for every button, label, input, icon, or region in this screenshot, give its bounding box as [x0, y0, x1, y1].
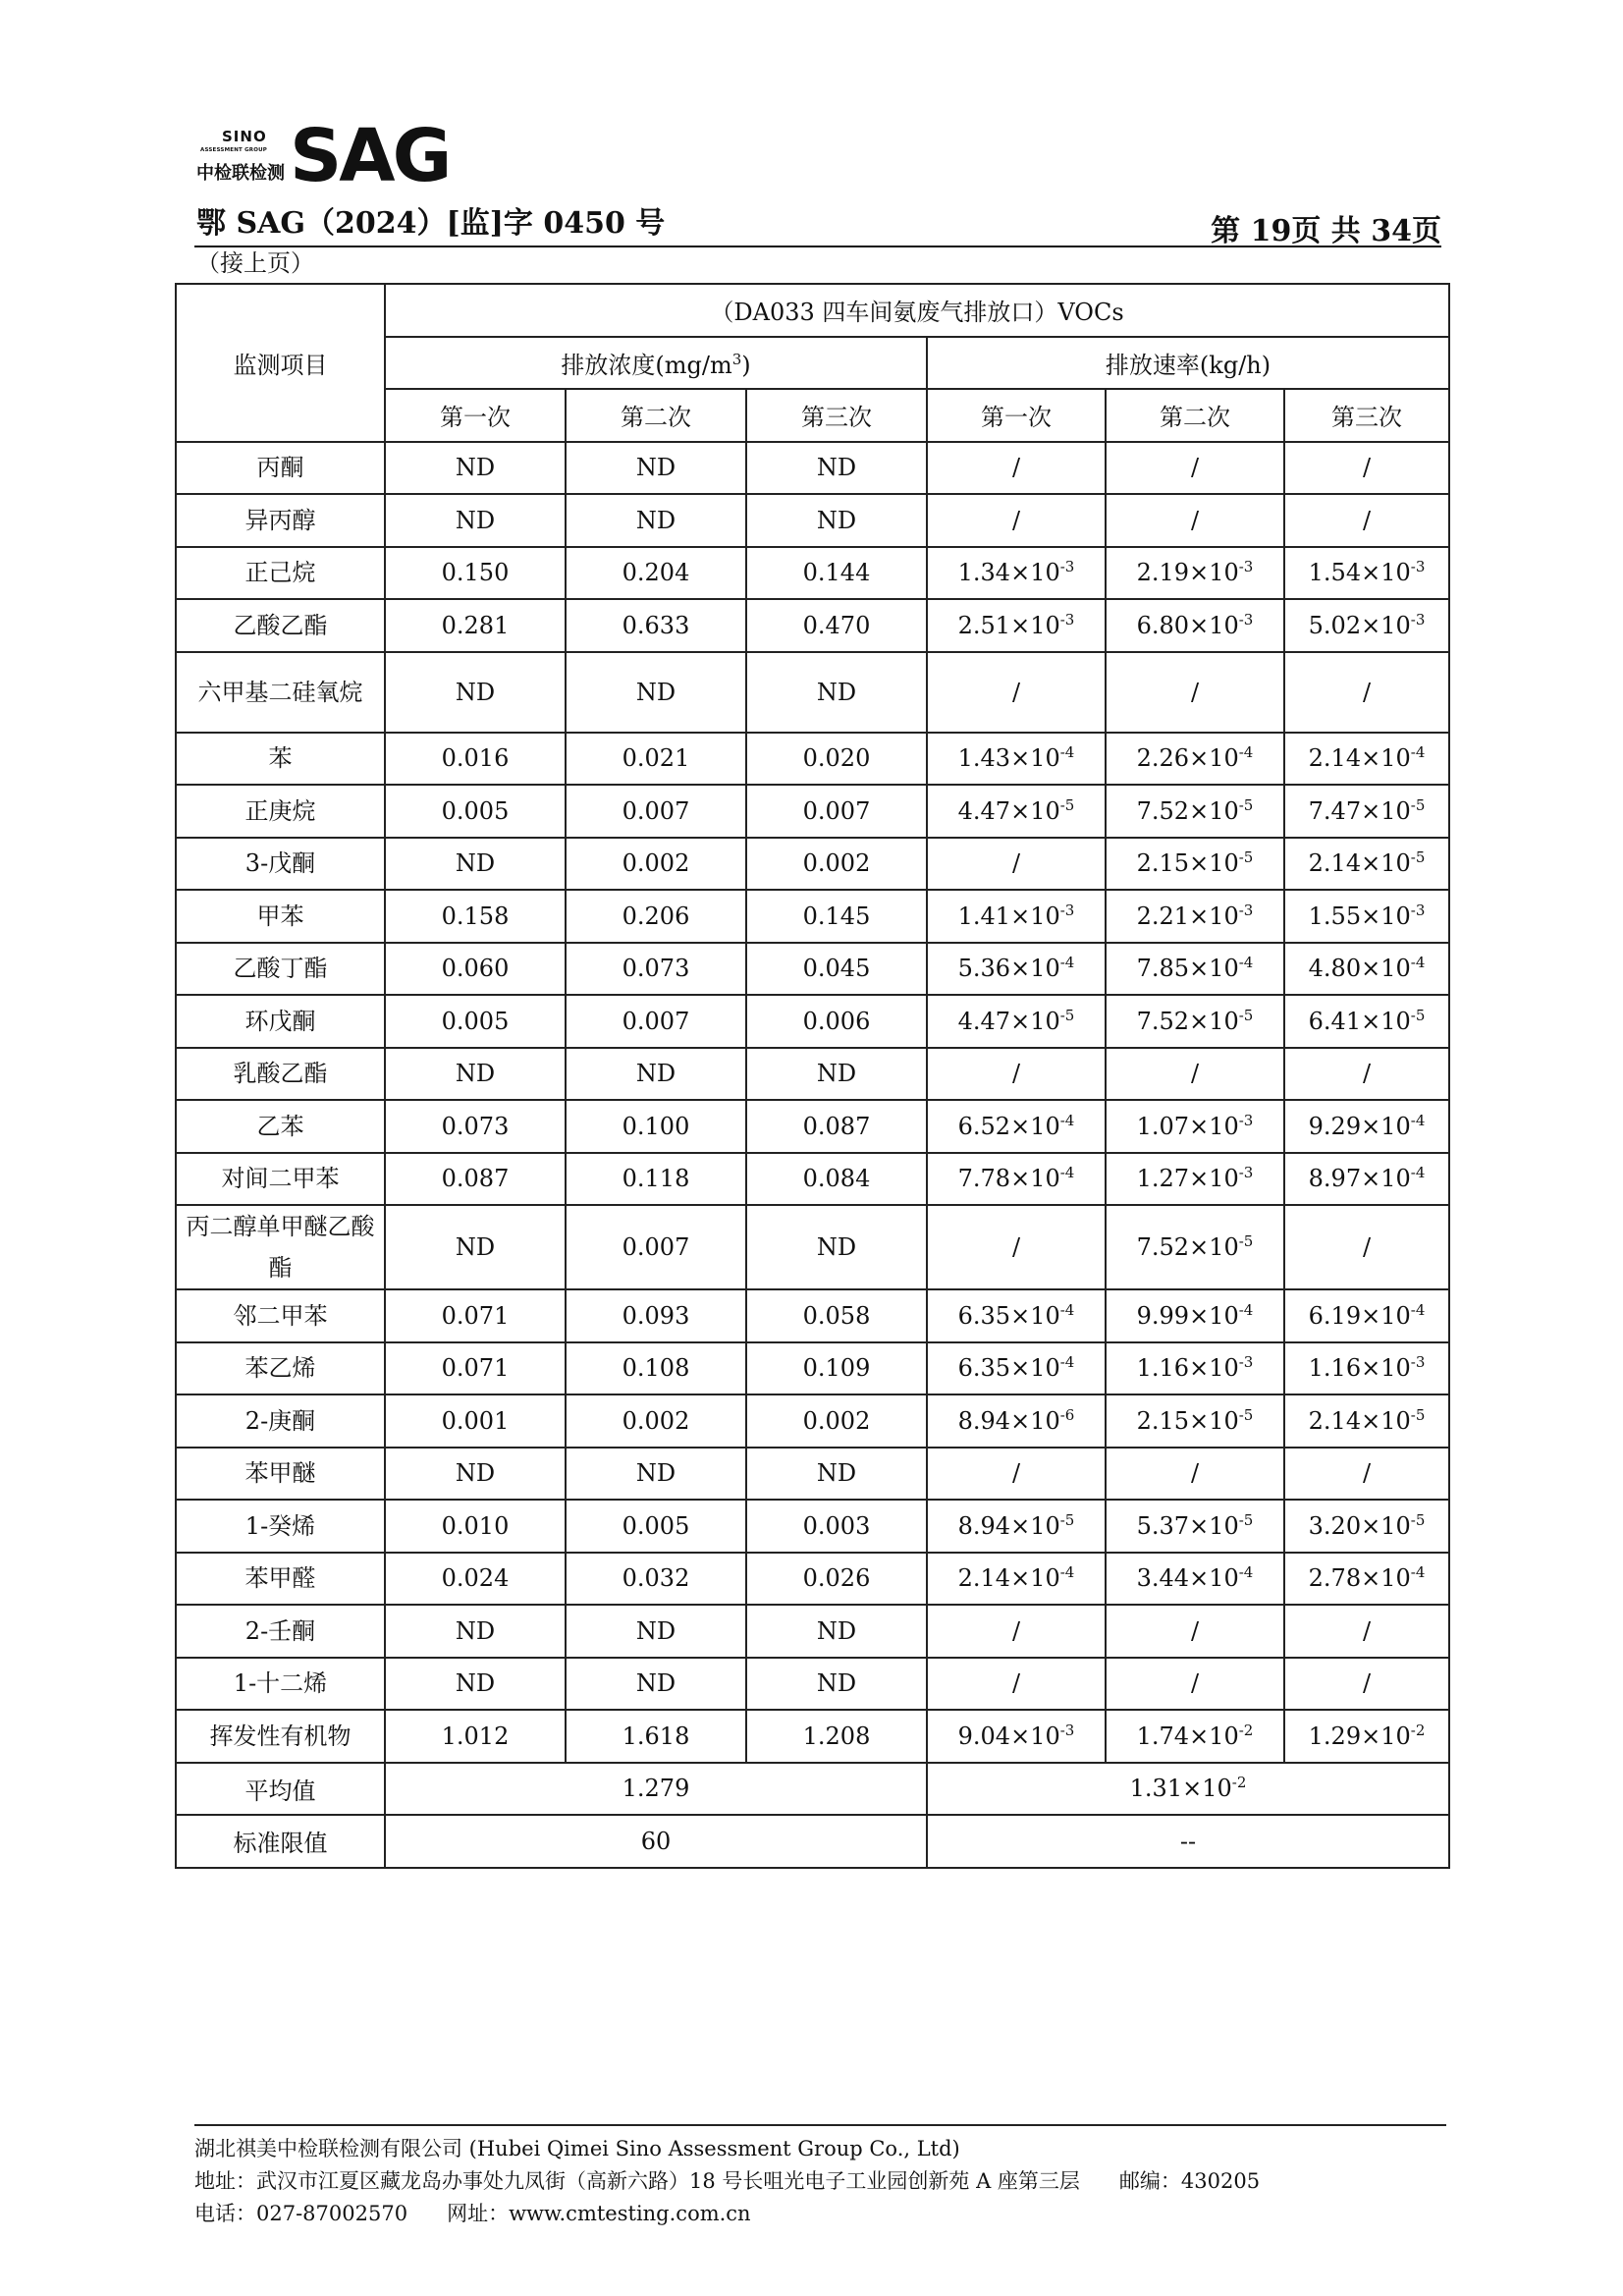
table-row — [176, 1048, 1449, 1101]
concentration-cell: ND — [746, 1048, 927, 1101]
rate-cell: $2.14\times 10^{-4}$ — [927, 1553, 1106, 1606]
item-name-cell: 对间二甲苯 — [176, 1153, 385, 1206]
exponent: -5 — [1410, 795, 1426, 814]
rate-cell: $7.47\times 10^{-5}$ — [1284, 785, 1449, 838]
exponent: -5 — [1238, 1405, 1254, 1424]
item-name-cell: 1-癸烯 — [176, 1500, 385, 1553]
run-header: 第三次 — [746, 389, 927, 442]
concentration-cell: 0.100 — [566, 1100, 746, 1153]
table-row — [176, 785, 1449, 838]
table-row — [176, 1289, 1449, 1342]
item-name-cell: 挥发性有机物 — [176, 1710, 385, 1763]
table-row — [176, 1658, 1449, 1711]
run-header: 第一次 — [385, 389, 566, 442]
footer-divider — [194, 2124, 1446, 2126]
rate-cell: / — [927, 1605, 1106, 1658]
concentration-cell: 0.633 — [566, 599, 746, 652]
concentration-cell: 0.001 — [385, 1394, 566, 1448]
concentration-cell: ND — [566, 1605, 746, 1658]
rate-cell: $1.54\times 10^{-3}$ — [1284, 547, 1449, 600]
rate-cell: $1.41\times 10^{-3}$ — [927, 890, 1106, 943]
exponent: -5 — [1238, 1510, 1254, 1529]
run-header: 第三次 — [1284, 389, 1449, 442]
concentration-cell: 0.024 — [385, 1553, 566, 1606]
concentration-cell: 0.206 — [566, 890, 746, 943]
header-row-title — [176, 284, 1449, 337]
exponent: -4 — [1410, 1300, 1426, 1319]
rate-cell: / — [927, 442, 1106, 495]
concentration-cell: ND — [385, 1048, 566, 1101]
rate-cell: $2.19\times 10^{-3}$ — [1106, 547, 1284, 600]
item-name-cell: 六甲基二硅氧烷 — [176, 652, 385, 733]
exponent: -4 — [1059, 954, 1075, 972]
concentration-cell: 0.058 — [746, 1289, 927, 1342]
header-divider — [194, 246, 1441, 247]
rate-cell: / — [1106, 1048, 1284, 1101]
concentration-cell: ND — [746, 1658, 927, 1711]
exponent: -4 — [1238, 743, 1254, 762]
run-header: 第二次 — [566, 389, 746, 442]
rate-cell: $3.20\times 10^{-5}$ — [1284, 1500, 1449, 1553]
rate-cell: $4.47\times 10^{-5}$ — [927, 995, 1106, 1048]
concentration-cell: ND — [385, 1605, 566, 1658]
exponent: -5 — [1238, 1006, 1254, 1024]
table-row — [176, 838, 1449, 891]
concentration-cell: 0.109 — [746, 1342, 927, 1395]
rate-cell: $9.29\times 10^{-4}$ — [1284, 1100, 1449, 1153]
exponent: -3 — [1238, 901, 1254, 919]
exponent: -4 — [1059, 743, 1075, 762]
exponent: -5 — [1238, 848, 1254, 867]
footer-contact-line — [194, 2198, 751, 2227]
concentration-cell: 0.045 — [746, 943, 927, 996]
rate-cell: / — [1106, 1448, 1284, 1501]
footer-address: 地址：武汉市江夏区藏龙岛办事处九凤街（高新六路）18 号长咀光电子工业园创新苑 A 座第三层 — [194, 2169, 1080, 2193]
table-row — [176, 1153, 1449, 1206]
rate-cell: $6.52\times 10^{-4}$ — [927, 1100, 1106, 1153]
rate-cell: $7.78\times 10^{-4}$ — [927, 1153, 1106, 1206]
table-row — [176, 494, 1449, 547]
rate-cell: $1.34\times 10^{-3}$ — [927, 547, 1106, 600]
concentration-cell: 0.002 — [746, 1394, 927, 1448]
company-logo — [196, 114, 450, 198]
concentration-cell: 0.071 — [385, 1289, 566, 1342]
average-row — [176, 1763, 1449, 1816]
exponent: -3 — [1238, 558, 1254, 576]
rate-cell: / — [1106, 442, 1284, 495]
rate-cell: $2.14\times 10^{-4}$ — [1284, 733, 1449, 786]
item-name-cell: 异丙醇 — [176, 494, 385, 547]
rate-cell: $8.94\times 10^{-5}$ — [927, 1500, 1106, 1553]
rate-header: 排放速率(kg/h) — [927, 337, 1449, 390]
concentration-cell: 0.281 — [385, 599, 566, 652]
concentration-cell: 0.002 — [566, 1394, 746, 1448]
rate-cell: $5.36\times 10^{-4}$ — [927, 943, 1106, 996]
item-name-cell: 环戊酮 — [176, 995, 385, 1048]
rate-cell: / — [927, 1658, 1106, 1711]
rate-cell: $2.26\times 10^{-4}$ — [1106, 733, 1284, 786]
limit-concentration: 60 — [385, 1815, 927, 1868]
rate-cell: $7.52\times 10^{-5}$ — [1106, 995, 1284, 1048]
page-info: 第 19页 共 34页 — [1211, 214, 1441, 248]
rate-cell: $2.21\times 10^{-3}$ — [1106, 890, 1284, 943]
concentration-cell: 0.016 — [385, 733, 566, 786]
concentration-cell: 0.026 — [746, 1553, 927, 1606]
average-rate: $1.31\times 10^{-2}$ — [927, 1763, 1449, 1816]
item-name-cell: 邻二甲苯 — [176, 1289, 385, 1342]
table-row — [176, 1205, 1449, 1289]
concentration-cell: 0.087 — [746, 1100, 927, 1153]
concentration-cell: 0.150 — [385, 547, 566, 600]
exponent: -6 — [1059, 1405, 1075, 1424]
rate-cell: / — [927, 1448, 1106, 1501]
rate-cell: $3.44\times 10^{-4}$ — [1106, 1553, 1284, 1606]
rate-cell: $6.35\times 10^{-4}$ — [927, 1289, 1106, 1342]
rate-cell: $1.07\times 10^{-3}$ — [1106, 1100, 1284, 1153]
table-row — [176, 1342, 1449, 1395]
item-name-cell: 2-壬酮 — [176, 1605, 385, 1658]
rate-cell: / — [1284, 494, 1449, 547]
item-name-cell: 乙苯 — [176, 1100, 385, 1153]
rate-cell: $8.97\times 10^{-4}$ — [1284, 1153, 1449, 1206]
concentration-cell: ND — [385, 1448, 566, 1501]
concentration-cell: 0.158 — [385, 890, 566, 943]
rate-cell: $6.19\times 10^{-4}$ — [1284, 1289, 1449, 1342]
concentration-cell: 0.470 — [746, 599, 927, 652]
table-row — [176, 1553, 1449, 1606]
exponent: -5 — [1410, 848, 1426, 867]
table-row — [176, 1448, 1449, 1501]
concentration-cell: 1.012 — [385, 1710, 566, 1763]
run-header: 第二次 — [1106, 389, 1284, 442]
table-row — [176, 995, 1449, 1048]
item-name-cell: 1-十二烯 — [176, 1658, 385, 1711]
table-row — [176, 442, 1449, 495]
rate-cell: / — [927, 838, 1106, 891]
monitoring-table — [175, 283, 1450, 1869]
concentration-cell: ND — [566, 1448, 746, 1501]
exponent: -2 — [1231, 1774, 1247, 1792]
item-name-cell: 乙酸丁酯 — [176, 943, 385, 996]
exponent: -4 — [1410, 1111, 1426, 1129]
concentration-cell: 0.093 — [566, 1289, 746, 1342]
concentration-cell: ND — [746, 652, 927, 733]
concentration-cell: ND — [746, 1205, 927, 1289]
item-name-cell: 3-戊酮 — [176, 838, 385, 891]
table-row — [176, 1605, 1449, 1658]
table-row — [176, 943, 1449, 996]
concentration-cell: 0.204 — [566, 547, 746, 600]
exponent: -4 — [1410, 1563, 1426, 1582]
concentration-cell: ND — [746, 1448, 927, 1501]
item-name-cell: 乳酸乙酯 — [176, 1048, 385, 1101]
exponent: -5 — [1410, 1405, 1426, 1424]
concentration-cell: 0.002 — [566, 838, 746, 891]
item-header: 监测项目 — [176, 284, 385, 442]
concentration-cell: 1.208 — [746, 1710, 927, 1763]
concentration-cell: 0.073 — [385, 1100, 566, 1153]
rate-cell: $7.85\times 10^{-4}$ — [1106, 943, 1284, 996]
exponent: -4 — [1410, 954, 1426, 972]
concentration-cell: 0.010 — [385, 1500, 566, 1553]
item-name-cell: 苯 — [176, 733, 385, 786]
rate-cell: $2.15\times 10^{-5}$ — [1106, 838, 1284, 891]
item-name-cell: 正庚烷 — [176, 785, 385, 838]
concentration-cell: ND — [385, 442, 566, 495]
concentration-cell: 0.108 — [566, 1342, 746, 1395]
concentration-cell: 0.144 — [746, 547, 927, 600]
item-name-cell: 丙酮 — [176, 442, 385, 495]
exponent: -3 — [1059, 901, 1075, 919]
concentration-cell: 0.145 — [746, 890, 927, 943]
exponent: -5 — [1238, 1232, 1254, 1250]
concentration-cell: ND — [566, 1658, 746, 1711]
concentration-cell: ND — [566, 1048, 746, 1101]
item-name-cell: 正己烷 — [176, 547, 385, 600]
concentration-cell: 0.020 — [746, 733, 927, 786]
concentration-cell: ND — [385, 1205, 566, 1289]
exponent: -3 — [1238, 1353, 1254, 1372]
limit-rate: -- — [927, 1815, 1449, 1868]
exponent: -4 — [1059, 1300, 1075, 1319]
concentration-cell: 0.006 — [746, 995, 927, 1048]
rate-cell: $6.41\times 10^{-5}$ — [1284, 995, 1449, 1048]
average-label: 平均值 — [176, 1763, 385, 1816]
rate-cell: / — [1284, 442, 1449, 495]
exponent: -5 — [1059, 1006, 1075, 1024]
rate-cell: $5.02\times 10^{-3}$ — [1284, 599, 1449, 652]
exponent: -3 — [1059, 558, 1075, 576]
concentration-cell: 0.007 — [566, 785, 746, 838]
rate-cell: $2.51\times 10^{-3}$ — [927, 599, 1106, 652]
concentration-cell: 0.005 — [385, 785, 566, 838]
concentration-cell: 0.005 — [385, 995, 566, 1048]
item-name-cell: 苯乙烯 — [176, 1342, 385, 1395]
concentration-cell: 0.002 — [746, 838, 927, 891]
table-row — [176, 1100, 1449, 1153]
rate-cell: $6.35\times 10^{-4}$ — [927, 1342, 1106, 1395]
concentration-cell: ND — [385, 494, 566, 547]
rate-cell: $9.99\times 10^{-4}$ — [1106, 1289, 1284, 1342]
rate-cell: / — [1284, 1448, 1449, 1501]
exponent: -4 — [1059, 1111, 1075, 1129]
concentration-cell: ND — [566, 442, 746, 495]
concentration-cell: ND — [746, 442, 927, 495]
rate-cell: / — [1284, 652, 1449, 733]
table-row — [176, 1394, 1449, 1448]
rate-cell: / — [1284, 1658, 1449, 1711]
concentration-cell: 0.007 — [566, 995, 746, 1048]
rate-cell: $2.15\times 10^{-5}$ — [1106, 1394, 1284, 1448]
exponent: -5 — [1059, 1510, 1075, 1529]
concentration-cell: ND — [385, 652, 566, 733]
rate-cell: $9.04\times 10^{-3}$ — [927, 1710, 1106, 1763]
rate-cell: / — [1106, 494, 1284, 547]
concentration-cell: 0.073 — [566, 943, 746, 996]
concentration-cell: ND — [746, 1605, 927, 1658]
rate-cell: / — [1106, 1658, 1284, 1711]
exponent: -3 — [1238, 1111, 1254, 1129]
exponent: -4 — [1410, 743, 1426, 762]
rate-cell: $2.14\times 10^{-5}$ — [1284, 838, 1449, 891]
concentration-cell: 0.005 — [566, 1500, 746, 1553]
footer-company: 湖北祺美中检联检测有限公司 (Hubei Qimei Sino Assessment Group Co., Ltd) — [194, 2137, 960, 2160]
rate-cell: $4.47\times 10^{-5}$ — [927, 785, 1106, 838]
exponent: -4 — [1059, 1563, 1075, 1582]
item-name-cell: 2-庚酮 — [176, 1394, 385, 1448]
exponent: -3 — [1410, 901, 1426, 919]
rate-cell: $1.55\times 10^{-3}$ — [1284, 890, 1449, 943]
section-title: （DA033 四车间氨废气排放口）VOCs — [385, 284, 1449, 337]
rate-cell: / — [1284, 1605, 1449, 1658]
concentration-cell: 0.071 — [385, 1342, 566, 1395]
average-concentration: 1.279 — [385, 1763, 927, 1816]
rate-cell: $1.16\times 10^{-3}$ — [1106, 1342, 1284, 1395]
exponent: -4 — [1059, 1164, 1075, 1182]
concentration-cell: 0.003 — [746, 1500, 927, 1553]
rate-cell: $7.52\times 10^{-5}$ — [1106, 785, 1284, 838]
rate-cell: / — [927, 1205, 1106, 1289]
item-name-cell: 苯甲醛 — [176, 1553, 385, 1606]
table-row — [176, 890, 1449, 943]
rate-cell: $1.29\times 10^{-2}$ — [1284, 1710, 1449, 1763]
exponent: -5 — [1238, 795, 1254, 814]
rate-cell: / — [927, 652, 1106, 733]
exponent: -2 — [1410, 1721, 1426, 1739]
rate-cell: $1.43\times 10^{-4}$ — [927, 733, 1106, 786]
table-row — [176, 1710, 1449, 1763]
concentration-cell: 1.618 — [566, 1710, 746, 1763]
concentration-header: 排放浓度$(mg/m^3)$ — [385, 337, 927, 390]
exponent: -5 — [1410, 1006, 1426, 1024]
concentration-cell: 0.060 — [385, 943, 566, 996]
rate-cell: $1.74\times 10^{-2}$ — [1106, 1710, 1284, 1763]
concentration-cell: ND — [746, 494, 927, 547]
item-name-cell: 苯甲醚 — [176, 1448, 385, 1501]
item-name-cell: 甲苯 — [176, 890, 385, 943]
exponent: -5 — [1410, 1510, 1426, 1529]
limit-label: 标准限值 — [176, 1815, 385, 1868]
table-row — [176, 547, 1449, 600]
rate-cell: $2.78\times 10^{-4}$ — [1284, 1553, 1449, 1606]
concentration-cell: 0.032 — [566, 1553, 746, 1606]
exponent: -3 — [1410, 558, 1426, 576]
concentration-cell: 0.021 — [566, 733, 746, 786]
exponent: -2 — [1238, 1721, 1254, 1739]
footer-phone: 电话：027-87002570 — [194, 2202, 408, 2225]
exponent: -3 — [1059, 610, 1075, 629]
exponent: -3 — [1238, 1164, 1254, 1182]
rate-cell: / — [1284, 1048, 1449, 1101]
exponent: -4 — [1238, 1563, 1254, 1582]
table-row — [176, 599, 1449, 652]
item-name-cell: 丙二醇单甲醚乙酸酯 — [176, 1205, 385, 1289]
exponent: -4 — [1059, 1353, 1075, 1372]
logo-chinese-text: 中检联检测 — [196, 163, 285, 184]
rate-cell: / — [927, 494, 1106, 547]
rate-cell: $8.94\times 10^{-6}$ — [927, 1394, 1106, 1448]
rate-cell: $4.80\times 10^{-4}$ — [1284, 943, 1449, 996]
table-row — [176, 733, 1449, 786]
exponent: -3 — [1059, 1721, 1075, 1739]
limit-row — [176, 1815, 1449, 1868]
footer-address-line — [194, 2165, 1260, 2195]
exponent: -3 — [1238, 610, 1254, 629]
concentration-cell: ND — [385, 838, 566, 891]
rate-cell: $5.37\times 10^{-5}$ — [1106, 1500, 1284, 1553]
footer-website: 网址：www.cmtesting.com.cn — [447, 2202, 751, 2225]
rate-cell: / — [927, 1048, 1106, 1101]
rate-cell: / — [1106, 1605, 1284, 1658]
logo-sag-text: SAG — [290, 114, 450, 198]
concentration-cell: 0.084 — [746, 1153, 927, 1206]
table-row — [176, 1500, 1449, 1553]
run-header: 第一次 — [927, 389, 1106, 442]
rate-cell: $2.14\times 10^{-5}$ — [1284, 1394, 1449, 1448]
rate-cell: $6.80\times 10^{-3}$ — [1106, 599, 1284, 652]
rate-cell: $7.52\times 10^{-5}$ — [1106, 1205, 1284, 1289]
concentration-cell: ND — [385, 1658, 566, 1711]
document-number: 鄂 SAG（2024）[监]字 0450 号 — [196, 206, 666, 241]
continuation-note: （接上页） — [196, 249, 314, 277]
logo-group-text: ASSESSMENT GROUP — [200, 147, 267, 153]
concentration-cell: 0.007 — [746, 785, 927, 838]
rate-cell: / — [1106, 652, 1284, 733]
logo-sino-text: SINO — [222, 128, 267, 145]
exponent: -4 — [1238, 954, 1254, 972]
footer-postcode: 邮编：430205 — [1118, 2169, 1261, 2193]
rate-cell: / — [1284, 1205, 1449, 1289]
exponent: -4 — [1410, 1164, 1426, 1182]
exponent: -3 — [1410, 1353, 1426, 1372]
concentration-cell: ND — [566, 652, 746, 733]
concentration-cell: 0.007 — [566, 1205, 746, 1289]
concentration-cell: 0.087 — [385, 1153, 566, 1206]
table-row — [176, 652, 1449, 733]
exponent: -5 — [1059, 795, 1075, 814]
item-name-cell: 乙酸乙酯 — [176, 599, 385, 652]
concentration-cell: ND — [566, 494, 746, 547]
concentration-cell: 0.118 — [566, 1153, 746, 1206]
exponent: -3 — [1410, 610, 1426, 629]
exponent: -4 — [1238, 1300, 1254, 1319]
rate-cell: $1.16\times 10^{-3}$ — [1284, 1342, 1449, 1395]
rate-cell: $1.27\times 10^{-3}$ — [1106, 1153, 1284, 1206]
